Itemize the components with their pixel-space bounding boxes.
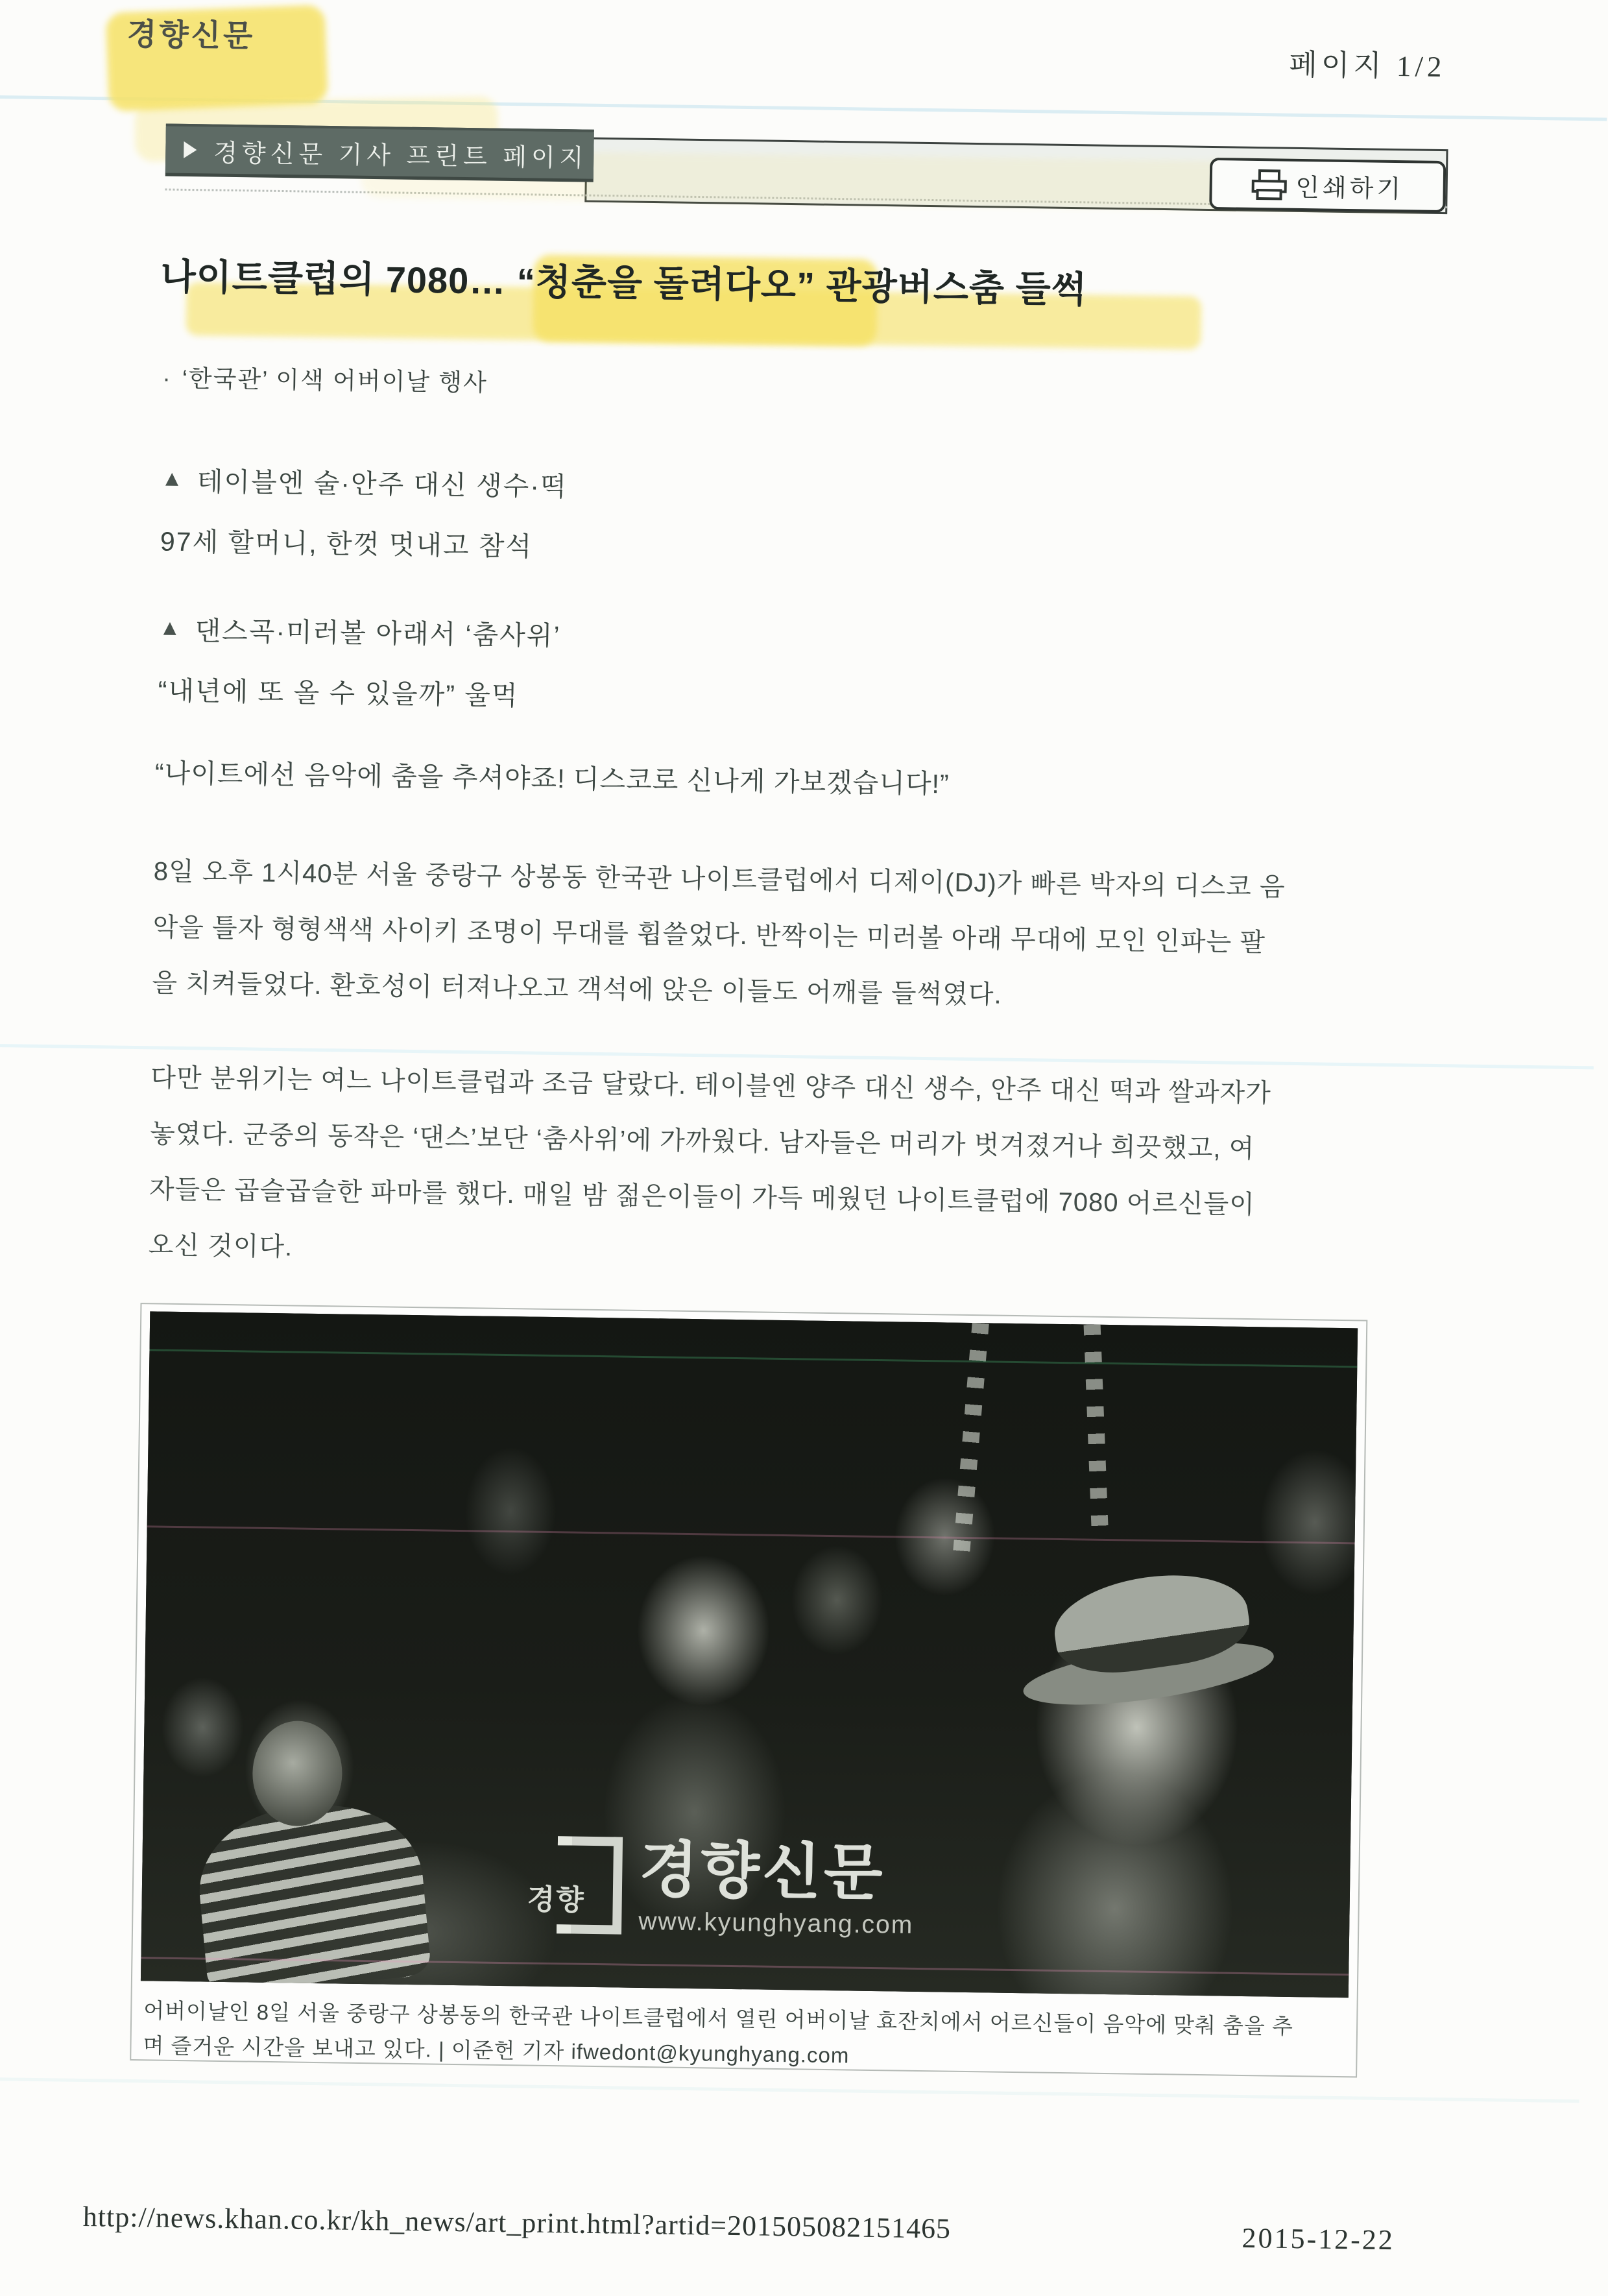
watermark-logo-text: 경향 [527, 1883, 586, 1916]
lead-quote: “나이트에선 음악에 춤을 추셔야죠! 디스코로 신나게 가보겠습니다!” [154, 758, 950, 799]
body-paragraph: 8일 오후 1시40분 서울 중랑구 상봉동 한국관 나이트클럽에서 디제이(DJ)가 빠른 박자의 디스코 음 악을 틀자 형형색색 사이키 조명이 무대를 휩쓸었다. 반짝이는 미러볼 아래 무대에 모인 인파는 팔 을 치켜들었다. 환호성이 터져나오고 객석에 앉은 이들도 어깨를 들썩였다. [152, 857, 1286, 1009]
article-title-block [160, 248, 1458, 370]
bullet-text: 97세 할머니, 한껏 멋내고 참석 [160, 526, 533, 562]
header-bar-title: 경향신문 기사 프린트 페이지 [213, 139, 588, 173]
article-subtitle-text: ‘한국관’ 이색 어버이날 행사 [182, 365, 488, 396]
print-date: 2015-12-22 [1242, 2221, 1395, 2256]
summary-bullet-1 [160, 459, 1459, 576]
photo-light-streak [1084, 1324, 1109, 1539]
body-paragraph: 다만 분위기는 여느 나이트클럽과 조금 달랐다. 테이블엔 양주 대신 생수, 안주 대신 떡과 쌀과자가 놓였다. 군중의 동작은 ‘댄스’보단 ‘춤사위’에 가까웠다. 남자들은 머리가 벗겨졌거나 희끗했고, 여 자들은 곱슬곱슬한 파마를 했다. 매일 밤 젊은이들이 가득 메웠던 나이트클럽에 7080 어르신들이 오신 것이다. [148, 1063, 1272, 1262]
header-bar [165, 124, 594, 179]
scan-artifact-line [0, 2077, 1579, 2103]
article-photo-frame [130, 1303, 1367, 2077]
photo-caption: 어버이날인 8일 서울 중랑구 상봉동의 한국관 나이트클럽에서 열린 어버이날 효잔치에서 어르신들이 음악에 맞춰 춤을 추 며 즐거운 시간을 보내고 있다. | 이준헌 기자 ifwedont@kyunghyang.com [143, 1998, 1294, 2068]
bullet-text: 테이블엔 술·안주 대신 생수·떡 [197, 466, 568, 502]
fax-header-label: 경향신문 [126, 16, 256, 53]
article-subtitle [162, 358, 488, 398]
article-title: 나이트클럽의 7080… “청춘을 돌려다오” 관광버스춤 들썩 [160, 256, 1088, 310]
bullet-text: “내년에 또 올 수 있을까” 울먹 [158, 675, 519, 711]
bullet-text: 댄스곡·미러볼 아래서 ‘춤사위’ [195, 616, 561, 651]
scan-artifact-line [149, 1349, 1357, 1368]
summary-bullet-2 [158, 609, 1456, 725]
watermark-title: 경향신문 [638, 1835, 886, 1907]
scan-artifact-line [147, 1525, 1355, 1544]
bullet-dot: · [162, 365, 173, 392]
photo-watermark [527, 1835, 915, 1940]
source-url: http://news.khan.co.kr/kh_news/art_print.html?artid=201505082151465 [82, 2201, 952, 2245]
triangle-bullet-icon: ▲ [160, 466, 185, 491]
arrow-right-icon [184, 141, 197, 158]
kyunghyang-logo-icon [527, 1836, 623, 1934]
photo-light-streak [953, 1323, 989, 1557]
page-indicator: 페이지 1/2 [1288, 48, 1446, 84]
article-photo [141, 1311, 1358, 1998]
print-button[interactable] [1209, 158, 1446, 213]
triangle-bullet-icon: ▲ [158, 615, 182, 640]
printer-icon [1251, 169, 1284, 200]
photo-figure-striped-shirt [193, 1797, 432, 1995]
print-button-label: 인쇄하기 [1295, 174, 1404, 203]
watermark-url: www.kyunghyang.com [638, 1907, 914, 1939]
